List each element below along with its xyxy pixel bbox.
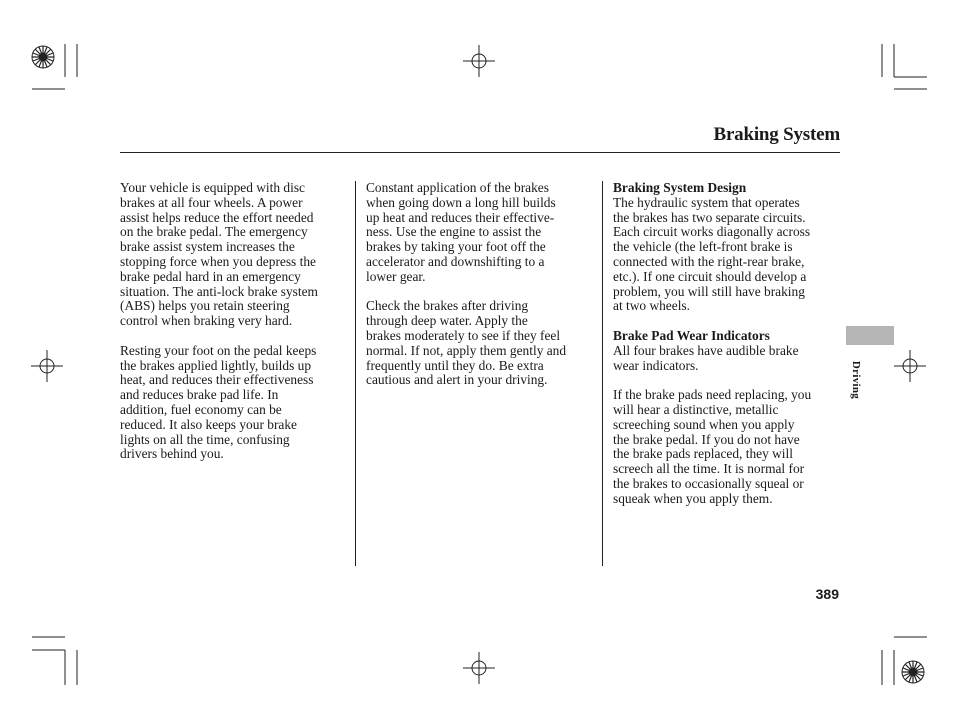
- crosshair-top: [463, 45, 495, 77]
- heading-braking-system-design: Braking System Design: [613, 180, 747, 195]
- paragraph-resting-foot: Resting your foot on the pedal keeps the brakes applied lightly, builds up heat, and reduces their effectiveness and reduces brake pad life. In addition, fuel economy can be reduced. It also keeps your brake lights on all the time, confusing drivers behind you.: [120, 342, 317, 462]
- registration-star-bottom-right: [902, 661, 924, 683]
- column-divider-2: [602, 181, 603, 566]
- crosshair-bottom: [463, 652, 495, 684]
- side-section-label-text: Driving: [850, 360, 862, 400]
- paragraph-hydraulic-system: The hydraulic system that operates the brakes has two separate circuits. Each circuit works diagonally across the vehicle (the left-front brake is connected with the right-rear brake, etc.). If one circuit should develop a problem, you will still have braking at two wheels.: [613, 194, 811, 314]
- text-column-right: [613, 181, 845, 521]
- paragraph-wear-indicators: All four brakes have audible brake wear indicators.: [613, 342, 799, 373]
- paragraph-disc-brakes: Your vehicle is equipped with disc brakes at all four wheels. A power assist helps reduce the effort needed on the brake pedal. The emergency brake assist system increases the stopping force when you depress the brake pedal hard in an emergency situation. The anti-lock brake system (ABS) helps you retain steering control when braking very hard.: [120, 180, 318, 329]
- column-divider-1: [355, 181, 356, 566]
- section-brake-pad-wear: [613, 329, 845, 373]
- paragraph-deep-water: Check the brakes after driving through deep water. Apply the brakes moderately to see if they feel normal. If not, apply them gently and frequently until they do. Be extra cautious and alert in your driving.: [366, 298, 567, 388]
- crosshair-right: [894, 350, 926, 382]
- title-rule: [120, 152, 840, 153]
- side-section-label: [845, 350, 867, 410]
- text-column-middle: [366, 181, 598, 403]
- registration-star-top-left: [32, 46, 54, 68]
- paragraph-long-hill: Constant application of the brakes when going down a long hill builds up heat and reduces their effective- ness. Use the engine to assist the brakes by taking your foot off the accelerator and downshifting to a lower gear.: [366, 180, 556, 284]
- paragraph-brake-pads-replacing: If the brake pads need replacing, you will hear a distinctive, metallic screeching sound when you apply the brake pedal. If you do not have the brake pads replaced, they will screech all the time. It is normal for the brakes to occasionally squeal or squeak when you apply them.: [613, 387, 812, 506]
- heading-brake-pad-wear-indicators: Brake Pad Wear Indicators: [613, 327, 770, 343]
- page-number: 389: [815, 586, 839, 602]
- section-tab-marker: [846, 326, 894, 345]
- page-title: Braking System: [713, 124, 840, 145]
- crosshair-left: [31, 350, 63, 382]
- text-column-left: [120, 181, 352, 477]
- section-braking-system-design: [613, 181, 845, 314]
